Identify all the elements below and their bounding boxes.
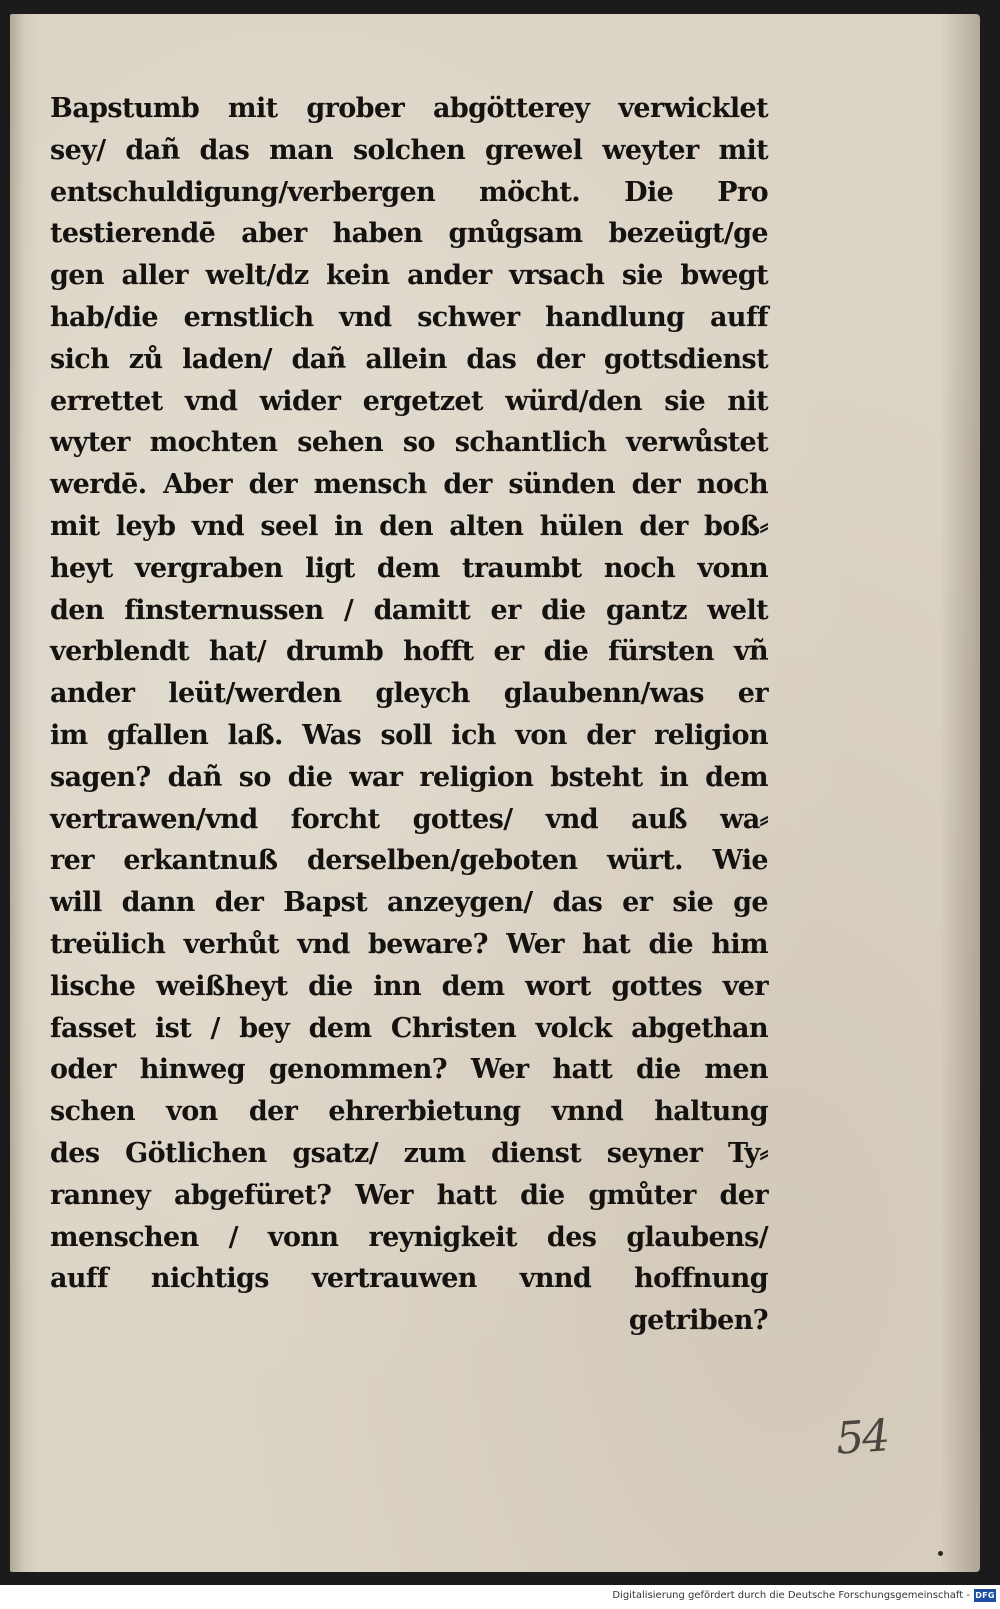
text-line: wyter mochten sehen so schantlich verwůstet	[50, 427, 768, 459]
text-line: mit leyb vnd seel in den alten hülen der boß⸗	[50, 510, 768, 542]
text-line: sich zů laden/ dañ allein das der gottsdienst	[50, 343, 768, 375]
page-edge-shadow	[940, 14, 980, 1572]
text-line: vertrawen/vnd forcht gottes/ vnd auß wa⸗	[50, 803, 768, 835]
text-line: rer erkantnuß derselben/geboten würt. Wie	[50, 845, 768, 877]
page-text-block	[50, 88, 810, 1342]
text-line: auff nichtigs vertrauwen vnnd hoffnung	[50, 1263, 768, 1295]
text-line: werdē. Aber der mensch der sünden der noch	[50, 469, 768, 501]
text-line: lische weißheyt die inn dem wort gottes ver	[50, 970, 768, 1002]
text-line: ranney abgefüret? Wer hatt die gmůter der	[50, 1179, 768, 1211]
book-page	[10, 14, 980, 1572]
text-line: gen aller welt/dz kein ander vrsach sie bwegt	[50, 260, 768, 292]
text-line: menschen / vonn reynigkeit des glaubens/	[50, 1221, 768, 1253]
folio-number: 54	[834, 1410, 890, 1465]
text-line: heyt vergraben ligt dem traumbt noch vonn	[50, 552, 768, 584]
text-line: treülich verhůt vnd beware? Wer hat die him	[50, 928, 768, 960]
text-line: den finsternussen / damitt er die gantz welt	[50, 594, 768, 626]
text-line: entschuldigung/verbergen möcht. Die Pro	[50, 176, 768, 208]
text-line: ander leüt/werden gleych glaubenn/was er	[50, 678, 768, 710]
ink-spot	[938, 1551, 943, 1556]
catchword-line: getriben?	[628, 1305, 768, 1337]
funding-credit: Digitalisierung gefördert durch die Deutsche Forschungsgemeinschaft -	[612, 1590, 970, 1601]
text-line: verblendt hat/ drumb hofft er die fürsten vñ	[50, 636, 768, 668]
text-line: oder hinweg genommen? Wer hatt die men	[50, 1054, 768, 1086]
text-line: hab/die ernstlich vnd schwer handlung auff	[50, 301, 768, 333]
text-line: des Götlichen gsatz/ zum dienst seyner Ty⸗	[50, 1137, 768, 1169]
text-line: sey/ dañ das man solchen grewel weyter mit	[50, 134, 768, 166]
text-line: fasset ist / bey dem Christen volck abgethan	[50, 1012, 768, 1044]
text-line: schen von der ehrerbietung vnnd haltung	[50, 1096, 768, 1128]
text-line: Bapstumb mit grober abgötterey verwicklet	[50, 93, 768, 124]
dfg-logo-icon: DFG	[975, 1591, 995, 1600]
text-line: will dann der Bapst anzeygen/ das er sie ge	[50, 887, 768, 919]
text-line: sagen? dañ so die war religion bsteht in dem	[50, 761, 768, 793]
text-line: errettet vnd wider ergetzet würd/den sie nit	[50, 385, 768, 417]
text-line: im gfallen laß. Was soll ich von der religion	[50, 719, 768, 751]
text-line: testierendē aber haben gnůgsam bezeügt/ge	[50, 218, 768, 250]
footer-bar	[0, 1585, 1000, 1609]
